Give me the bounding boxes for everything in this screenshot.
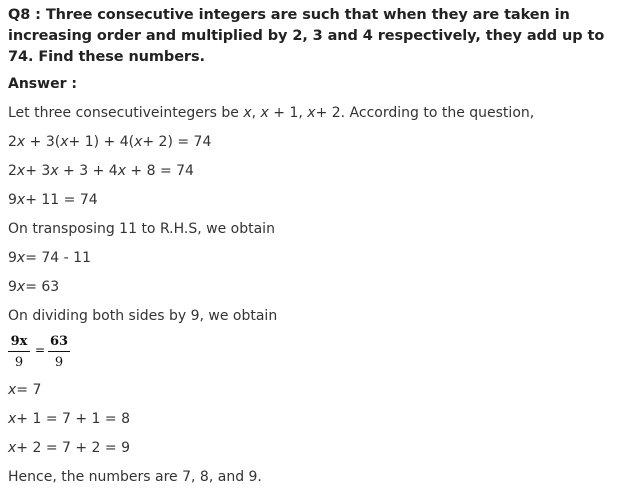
left-numerator: 9x — [10, 334, 28, 349]
var-x: x — [16, 192, 26, 208]
eq-part: + 8 = 74 — [125, 163, 194, 179]
var-x: x — [307, 105, 316, 121]
eq-part: = 63 — [25, 279, 60, 295]
var-x: x — [117, 163, 126, 179]
var-x: x — [8, 382, 17, 398]
equation-step-3 — [8, 190, 98, 210]
var-x: x — [16, 279, 26, 295]
var-x: x — [16, 163, 26, 179]
result-x — [8, 380, 41, 400]
equals-sign: = — [35, 343, 46, 357]
intro-text-1: Let three consecutiveintegers be — [8, 105, 244, 121]
question-block — [8, 5, 614, 68]
fraction-bar — [48, 351, 70, 352]
conclusion: Hence, the numbers are 7, 8, and 9. — [8, 469, 262, 485]
eq-part: 9 — [8, 192, 17, 208]
transpose-note: On transposing 11 to R.H.S, we obtain — [8, 221, 275, 237]
var-x: x — [260, 105, 269, 121]
eq-part: + 2 = 7 + 2 = 9 — [16, 440, 130, 456]
fraction-bar — [8, 351, 30, 352]
result-x-plus-2 — [8, 438, 130, 458]
equation-step-4 — [8, 248, 91, 268]
var-x: x — [60, 134, 69, 150]
var-x: x — [134, 134, 143, 150]
result-x-plus-1 — [8, 409, 130, 429]
eq-part: + 1 = 7 + 1 = 8 — [16, 411, 130, 427]
var-x: x — [8, 440, 17, 456]
eq-part: 9 — [8, 279, 17, 295]
eq-part: 2 — [8, 134, 17, 150]
eq-part: + 3( — [25, 134, 61, 150]
intro-text-4: + 2. According to the question, — [315, 105, 535, 121]
var-x: x — [50, 163, 59, 179]
intro-line — [8, 103, 534, 123]
intro-text-3: + 1, — [268, 105, 308, 121]
equation-step-2 — [8, 161, 194, 181]
var-x: x — [16, 250, 26, 266]
eq-part: 9 — [8, 250, 17, 266]
eq-part: + 3 — [25, 163, 51, 179]
equation-step-1 — [8, 132, 211, 152]
eq-part: + 1) + 4( — [68, 134, 135, 150]
eq-part: = 7 — [16, 382, 42, 398]
answer-heading: Answer : — [8, 76, 77, 92]
equation-step-5 — [8, 277, 59, 297]
right-fraction — [48, 333, 70, 371]
eq-part: + 2) = 74 — [142, 134, 212, 150]
var-x: x — [16, 134, 26, 150]
question-label: Q8 : — [8, 7, 41, 23]
eq-part: + 3 + 4 — [58, 163, 118, 179]
question-text: Three consecutive integers are such that when they are taken in increasing order and multiplied by 2, 3 and 4 respectively, they add up to 74. Find these numbers. — [8, 7, 605, 65]
var-x: x — [243, 105, 252, 121]
right-denominator: 9 — [54, 355, 64, 370]
left-fraction — [8, 333, 30, 371]
divide-note: On dividing both sides by 9, we obtain — [8, 308, 278, 324]
var-x: x — [8, 411, 17, 427]
left-denominator: 9 — [14, 355, 24, 370]
eq-part: + 11 = 74 — [25, 192, 98, 208]
eq-part: 2 — [8, 163, 17, 179]
intro-text-2: , — [251, 105, 261, 121]
eq-part: = 74 - 11 — [25, 250, 91, 266]
right-numerator: 63 — [49, 334, 69, 349]
